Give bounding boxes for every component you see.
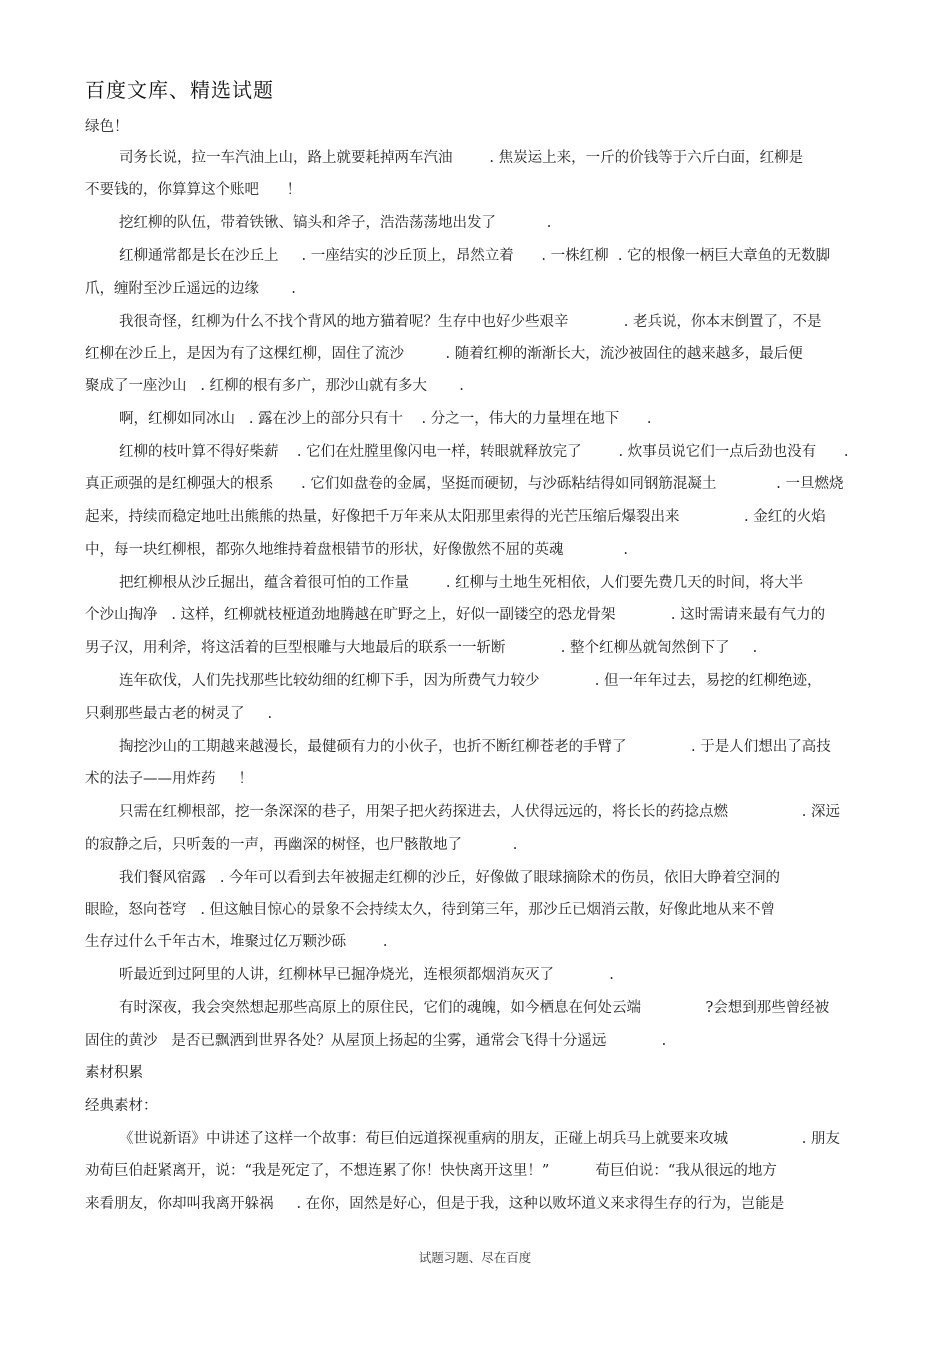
section-heading: 经典素材： bbox=[85, 1098, 158, 1114]
text-line: 红柳在沙丘上，是因为有了这棵红柳，固住了流沙 . 随着红柳的渐渐长大，流沙被固住的越来越多，最后便 bbox=[85, 346, 803, 362]
text-line: 生存过什么千年古木，堆聚过亿万颗沙砾 . bbox=[85, 934, 388, 950]
text-line: 有时深夜，我会突然想起那些高原上的原住民，它们的魂魄，如今栖息在何处云端 ?会想到那些曾经被 bbox=[119, 1000, 830, 1016]
text-line: 啊，红柳如同冰山 . 露在沙上的部分只有十 . 分之一，伟大的力量埋在地下 . bbox=[119, 411, 652, 427]
section-heading: 素材积累 bbox=[85, 1065, 143, 1081]
text-line: 真正顽强的是红柳强大的根系 . 它们如盘卷的金属，坚挺而硬韧，与沙砾粘结得如同钢筋混凝土 . 一旦燃烧 bbox=[85, 476, 844, 492]
text-line: 不要钱的，你算算这个账吧 ！ bbox=[85, 182, 302, 198]
text-line: 司务长说，拉一车汽油上山，路上就要耗掉两车汽油 . 焦炭运上来，一斤的价钱等于六斤白面，红柳是 bbox=[119, 150, 804, 166]
text-line: 中，每一块红柳根，都弥久地维持着盘根错节的形状，好像傲然不屈的英魂 . bbox=[85, 542, 629, 558]
text-line: 把红柳根从沙丘掘出，蕴含着很可怕的工作量 . 红柳与土地生死相依，人们要先费几天的时间，将大半 bbox=[119, 575, 804, 591]
text-line: 挖红柳的队伍，带着铁锹、镐头和斧子，浩浩荡荡地出发了 . bbox=[119, 215, 552, 231]
page-footer: 试题习题、尽在百度 bbox=[418, 1250, 532, 1265]
text-line: 我很奇怪，红柳为什么不找个背风的地方猫着呢？生存中也好少些艰辛 . 老兵说，你本末倒置了，不是 bbox=[119, 314, 822, 330]
text-line: 来看朋友，你却叫我离开躲祸 . 在你，固然是好心，但是于我，这种以败坏道义来求得生存的行为，岂能是 bbox=[85, 1196, 785, 1212]
text-line: 只需在红柳根部，挖一条深深的巷子，用架子把火药探进去，人伏得远远的，将长长的药捻点燃 . 深远 bbox=[119, 804, 840, 820]
text-line: 连年砍伐，人们先找那些比较幼细的红柳下手，因为所费气力较少 . 但一年年过去，易挖的红柳绝迹， bbox=[119, 673, 822, 689]
text-line: 红柳的枝叶算不得好柴薪 . 它们在灶膛里像闪电一样，转眼就释放完了 . 炊事员说它们一点后劲也没有 . bbox=[119, 444, 849, 460]
text-line: 我们餐风宿露 . 今年可以看到去年被掘走红柳的沙丘，好像做了眼球摘除术的伤员，依旧大睁着空洞的 bbox=[119, 870, 781, 886]
text-line: 个沙山掏净 . 这样，红柳就枝桠道劲地腾越在旷野之上，好似一副镂空的恐龙骨架 . 这时需请来最有气力的 bbox=[85, 607, 826, 623]
text-line: 男子汉，用利斧，将这活着的巨型根雕与大地最后的联系一一斩断 . 整个红柳丛就訇然倒下了 . bbox=[85, 640, 758, 656]
text-line: 劝荀巨伯赶紧离开，说：“我是死定了，不想连累了你！快快离开这里！” 荀巨伯说：“我从很远的地方 bbox=[85, 1163, 777, 1179]
text-line: 《世说新语》中讲述了这样一个故事：荀巨伯远道探视重病的朋友，正碰上胡兵马上就要来攻城 . 朋友 bbox=[119, 1131, 840, 1147]
page-title: 百度文库、精选试题 bbox=[85, 78, 274, 102]
text-line: 起来，持续而稳定地吐出熊熊的热量，好像把千万年来从太阳那里索得的光芒压缩后爆裂出来 . 金红的火焰 bbox=[85, 509, 826, 525]
text-line: 眼睑，怒向苍穹 . 但这触目惊心的景象不会持续太久，待到第三年，那沙丘已烟消云散，好像此地从来不曾 bbox=[85, 902, 776, 918]
text-line: 术的法子——用炸药 ！ bbox=[85, 771, 254, 787]
text-line: 固住的黄沙 是否已飘洒到世界各处？从屋顶上扬起的尘雾，通常会飞得十分遥远 . bbox=[85, 1033, 667, 1049]
text-line: 聚成了一座沙山 . 红柳的根有多广，那沙山就有多大 . bbox=[85, 378, 464, 394]
text-line: 掏挖沙山的工期越来越漫长，最健硕有力的小伙子，也折不断红柳苍老的手臂了 . 于是人们想出了高技 bbox=[119, 739, 831, 755]
text-line: 只剩那些最古老的树灵了 . bbox=[85, 706, 273, 722]
text-line: 红柳通常都是长在沙丘上 . 一座结实的沙丘顶上，昂然立着 . 一株红柳 . 它的根像一柄巨大章鱼的无数脚 bbox=[119, 248, 831, 264]
text-line: 听最近到过阿里的人讲，红柳林早已掘净烧光，连根须都烟消灰灭了 . bbox=[119, 967, 614, 983]
text-line: 的寂静之后，只听轰的一声，再幽深的树怪，也尸骸散地了 . bbox=[85, 837, 518, 853]
text-line: 爪，缠附至沙丘遥远的边缘 . bbox=[85, 281, 296, 297]
text-line: 绿色！ bbox=[85, 119, 129, 135]
